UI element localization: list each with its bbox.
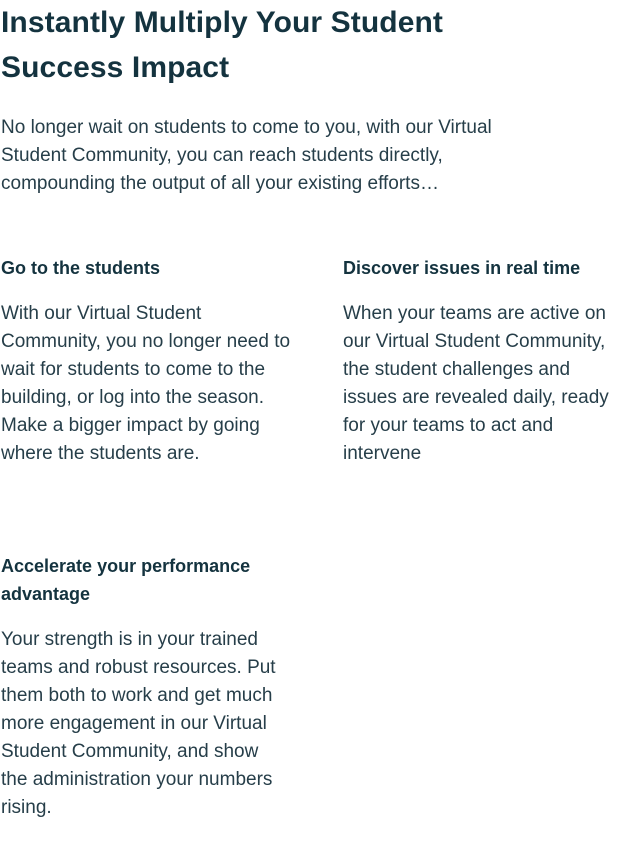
feature-heading: Discover issues in real time — [343, 258, 581, 278]
page-title: Instantly Multiply Your Student Success Impact — [1, 6, 443, 84]
feature-discover-issues — [343, 254, 618, 468]
feature-accelerate-performance — [1, 552, 291, 822]
feature-body: When your teams are active on our Virtual Student Community, the student challenges and issues are revealed daily, ready for your teams to act and intervene — [343, 303, 609, 464]
feature-heading: Go to the students — [1, 258, 160, 278]
feature-body: Your strength is in your trained teams and robust resources. Put them both to work and get much more engagement in our Virtual Student Community, and show the administration your numbers rising. — [1, 629, 276, 818]
feature-body: With our Virtual Student Community, you no longer need to wait for students to come to the building, or log into the season. Make a bigger impact by going where the students are. — [1, 303, 291, 464]
intro-paragraph: No longer wait on students to come to you, with our Virtual Student Community, you can reach students directly, compounding the output of all your existing efforts… — [1, 117, 492, 194]
feature-go-to-students — [1, 254, 291, 468]
feature-heading: Accelerate your performance advantage — [1, 556, 251, 604]
